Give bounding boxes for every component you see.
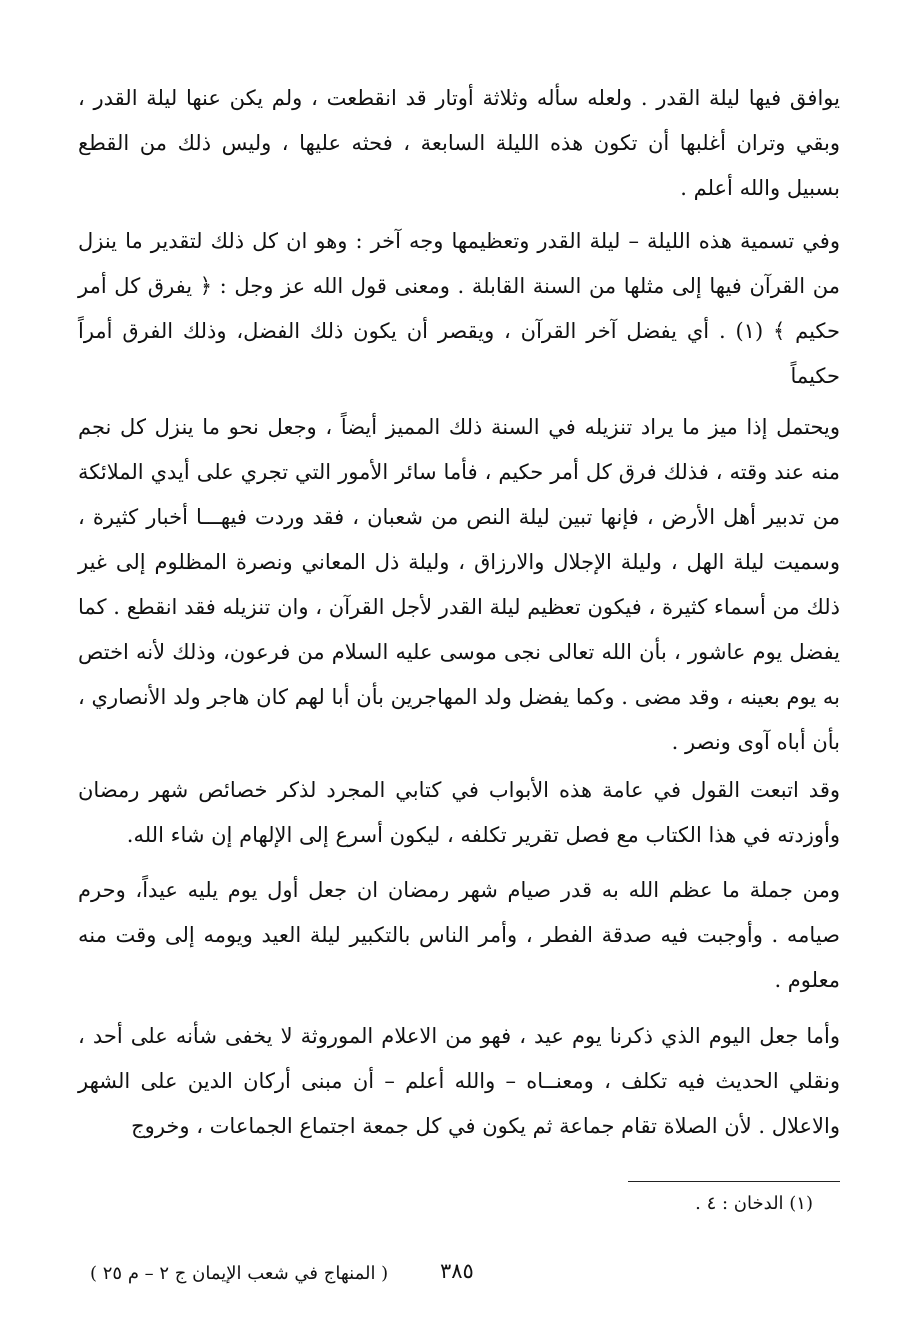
paragraph: ومن جملة ما عظم الله به قدر صيام شهر رمضان ان جعل أول يوم يليه عيداً، وحرم صيامه . وأوجبت فيه صدقة الفطر ، وأمر الناس بالتكبير ليلة العيد ويومه إلى وقت منه معلوم . (78, 878, 840, 992)
running-footer: ( المنهاج في شعب الإيمان ج ٢ – م ٢٥ ) (90, 1263, 389, 1284)
paragraph: ويحتمل إذا ميز ما يراد تنزيله في السنة ذلك المميز أيضاً ، وجعل نحو ما ينزل كل نجم منه عند وقته ، فذلك فرق كل أمر حكيم ، فأما سائر الأمور التي تجري على أيدي الملائكة من تدبير أهل الأرض ، فإنها تبين ليلة النص من شعبان ، فقد وردت فيهـــا أخبار كثيرة ، وسميت ليلة الهل ، وليلة الإجلال والارزاق ، وليلة ذل المعاني ونصرة المظلوم إلى غير ذلك من أسماء كثيرة ، فيكون تعظيم ليلة القدر لأجل القرآن ، وان تنزيله فقد انقطع . كما يفضل يوم عاشور ، بأن الله تعالى نجى موسى عليه السلام من فرعون، وذلك لأنه اختص به يوم بعينه ، وقد مضى . وكما يفضل ولد المهاجرين بأن أبا لهم كان هاجر ولد الأنصاري ، بأن أباه آوى ونصر . (78, 415, 840, 754)
paragraph: وقد اتبعت القول في عامة هذه الأبواب في كتابي المجرد لذكر خصائص شهر رمضان وأوزدته في هذا الكتاب مع فصل تقرير تكلفه ، ليكون أسرع إلى الإلهام إن شاء الله. (78, 778, 840, 847)
paragraph: يوافق فيها ليلة القدر . ولعله سأله وثلاثة أوتار قد انقطعت ، ولم يكن عنها ليلة القدر ، وبقي وتران أغلبها أن تكون هذه الليلة السابعة ، فحثه عليها ، وليس ذلك من القطع بسبيل والله أعلم . (78, 86, 840, 200)
page-number: ٣٨٥ (440, 1259, 474, 1283)
paragraph: وأما جعل اليوم الذي ذكرنا يوم عيد ، فهو من الاعلام الموروثة لا يخفى شأنه على أحد ، ونقلي الحديث فيه تكلف ، ومعنــاه – والله أعلم – أن مبنى أركان الدين على الشهر والاعلال . لأن الصلاة تقام جماعة ثم يكون في كل جمعة اجتماع الجماعات ، وخروج (78, 1024, 840, 1138)
footnote: (١) الدخان : ٤ . (695, 1193, 813, 1214)
paragraph: وفي تسمية هذه الليلة – ليلة القدر وتعظيمها وجه آخر : وهو ان كل ذلك لتقدير ما ينزل من القرآن فيها إلى مثلها من السنة القابلة . ومعنى قول الله عز وجل : ﴿ يفرق كل أمر حكيم ﴾ (١) . أي يفضل آخر القرآن ، ويقصر أن يكون ذلك الفضل، وذلك الفرق أمراً حكيماً (78, 229, 840, 388)
footnote-divider (628, 1181, 840, 1182)
